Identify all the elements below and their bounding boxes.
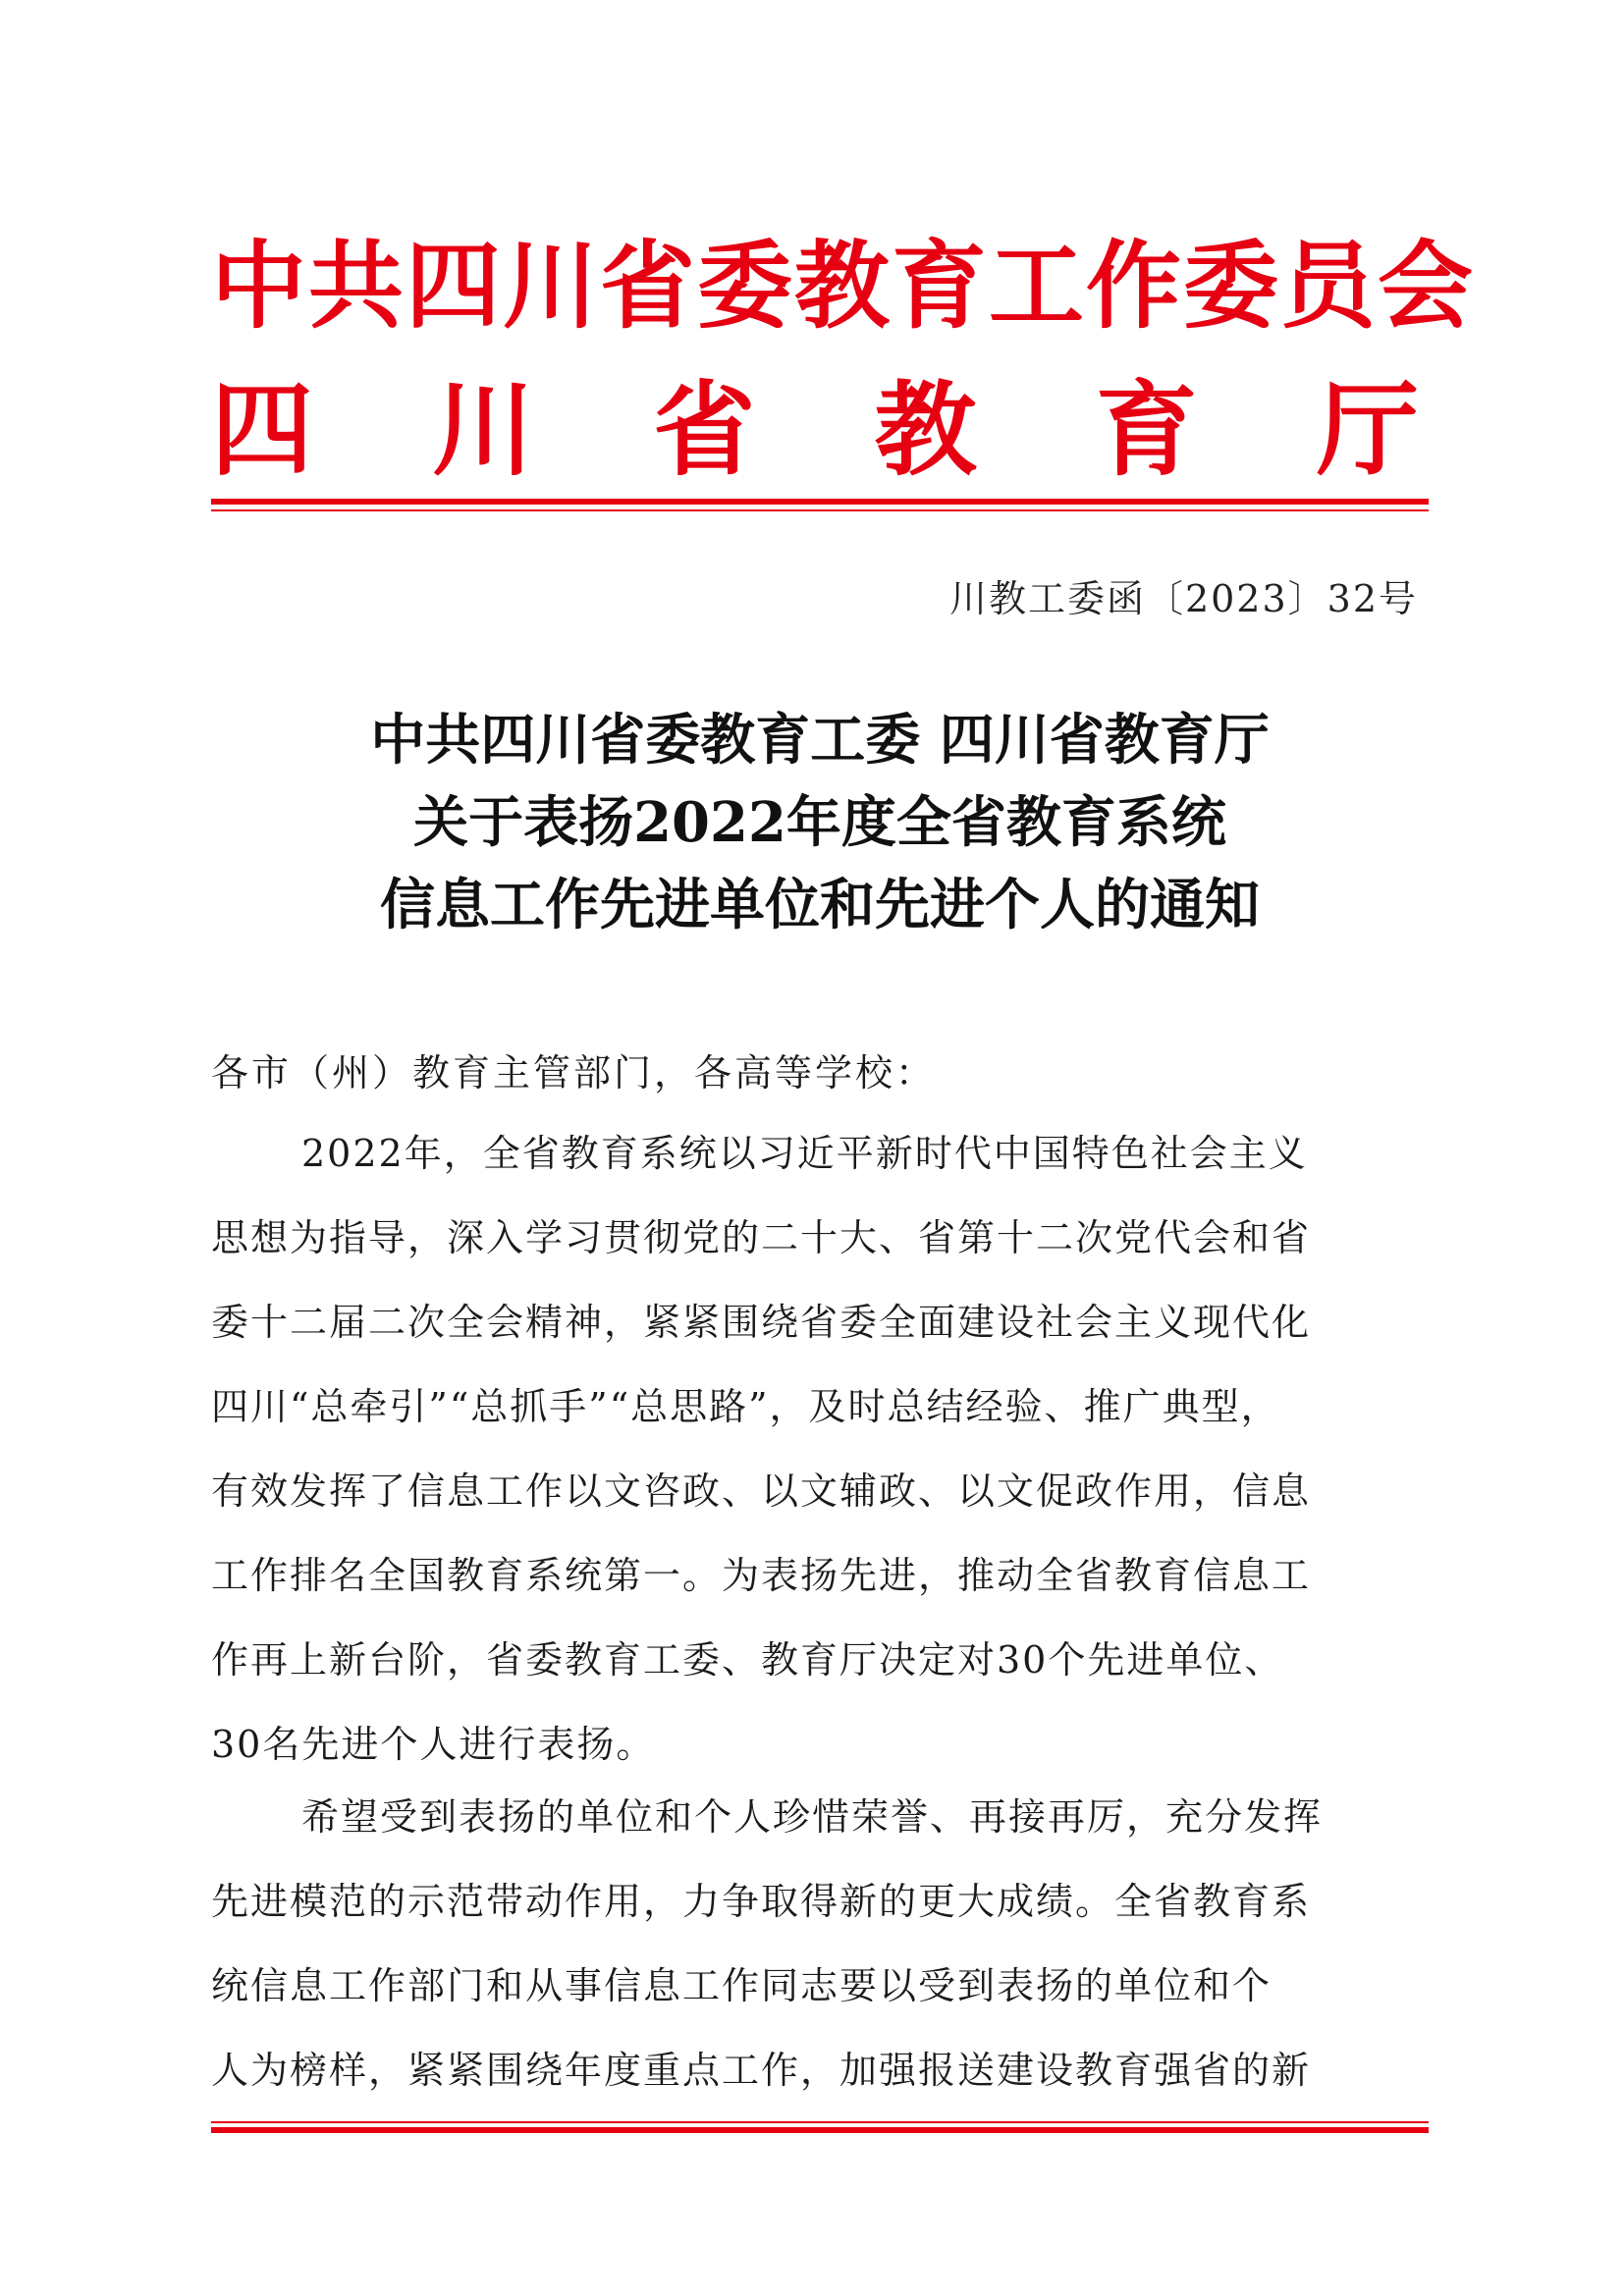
paragraph-1-line: 工作排名全国教育系统第一。为表扬先进，推动全省教育信息工 [211,1554,1312,1597]
letterhead-org-line-1-text: 中共四川省委教育工作委员会 [211,231,1475,342]
paragraph-1-line: 2022年，全省教育系统以习近平新时代中国特色社会主义 [301,1132,1308,1175]
paragraph-2-line: 先进模范的示范带动作用，力争取得新的更大成绩。全省教育系 [211,1880,1312,1923]
footer-rule-thin [211,2121,1429,2123]
document-number: 川教工委函〔2023〕32号 [948,577,1418,620]
body-paragraph-1 [211,1111,1429,1787]
paragraph-1-line: 思想为指导，深入学习贯彻党的二十大、省第十二次党代会和省 [211,1216,1312,1259]
letterhead-rule-thin [211,509,1429,511]
title-line-3: 信息工作先进单位和先进个人的通知 [380,873,1260,937]
letterhead-rule-thick [211,499,1429,505]
paragraph-2-line: 统信息工作部门和从事信息工作同志要以受到表扬的单位和个 [211,1964,1272,2007]
letterhead-org-line-2-char: 四 [211,370,314,490]
body-paragraph-2 [211,1775,1429,2112]
letterhead-org-line-1 [211,228,1475,346]
paragraph-1-line: 四川“总牵引”“总抓手”“总思路”，及时总结经验、推广典型， [211,1385,1280,1428]
paragraph-1-line: 委十二届二次全会精神，紧紧围绕省委全面建设社会主义现代化 [211,1301,1312,1344]
letterhead-org-line-2-char: 育 [1095,370,1198,490]
letterhead-org-line-2-char: 省 [653,370,756,490]
title-line-2: 关于表扬2022年度全省教育系统 [413,790,1226,855]
footer-rule-thick [211,2127,1429,2133]
letterhead-org-line-2-char: 厅 [1316,370,1419,490]
letterhead-org-line-2-char: 川 [432,370,535,490]
title-line-1: 中共四川省委教育工委 四川省教育厅 [370,708,1270,773]
paragraph-2-line: 希望受到表扬的单位和个人珍惜荣誉、再接再厉，充分发挥 [301,1795,1324,1839]
salutation: 各市（州）教育主管部门，各高等学校： [211,1051,937,1095]
letterhead-org-line-2-char: 教 [874,370,977,490]
paragraph-1-line: 30名先进个人进行表扬。 [211,1723,656,1766]
paragraph-2-line: 人为榜样，紧紧围绕年度重点工作，加强报送建设教育强省的新 [211,2049,1312,2092]
paragraph-1-line: 作再上新台阶，省委教育工委、教育厅决定对30个先进单位、 [211,1638,1284,1682]
paragraph-1-line: 有效发挥了信息工作以文咨政、以文辅政、以文促政作用，信息 [211,1469,1312,1513]
document-title [211,699,1429,946]
letterhead-org-line-2 [211,371,1419,489]
